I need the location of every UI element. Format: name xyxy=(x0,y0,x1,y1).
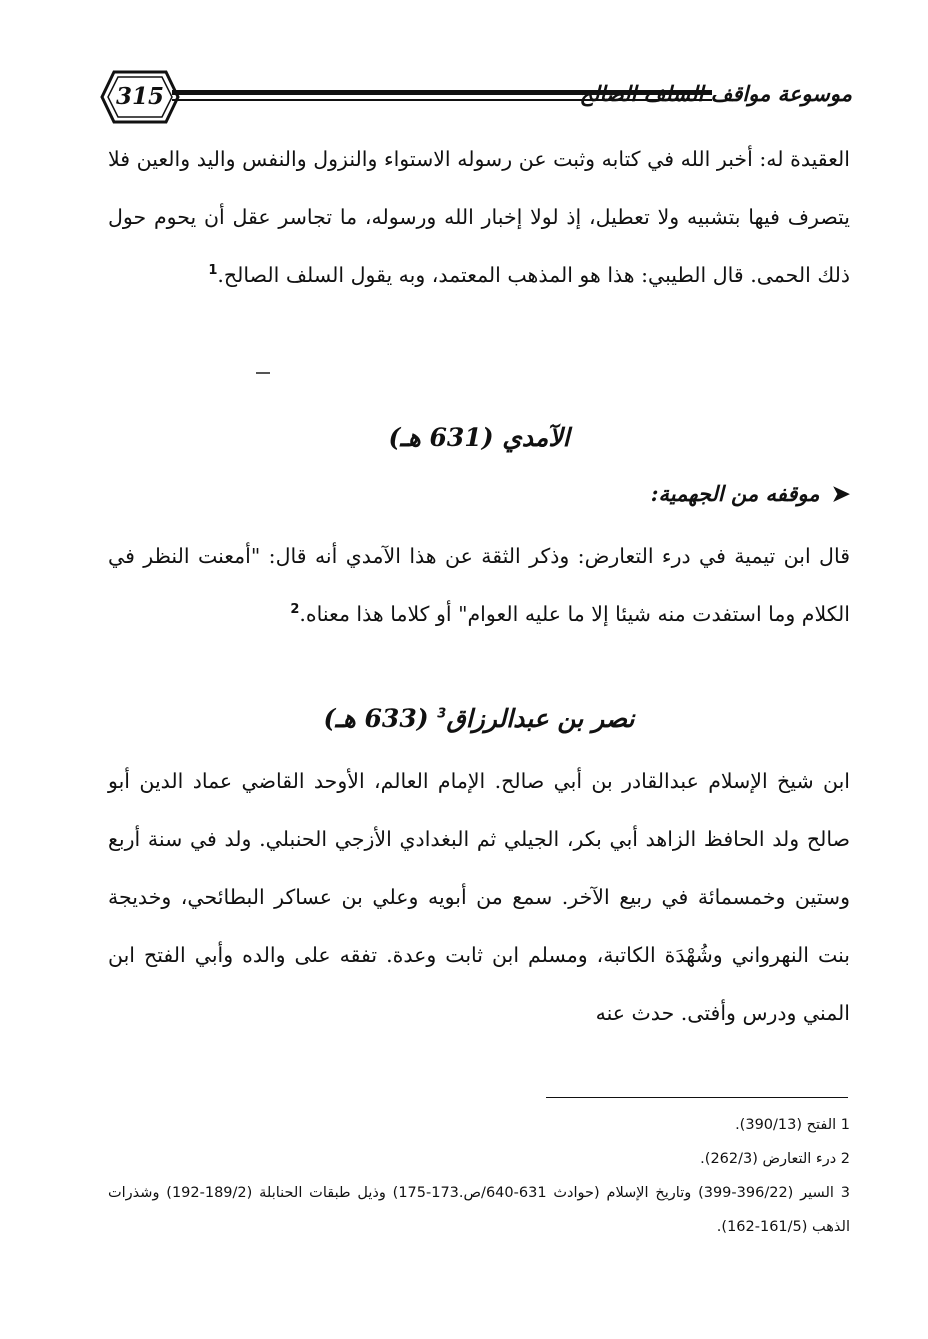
page-number: 315 xyxy=(115,83,164,110)
stray-mark xyxy=(256,372,270,374)
section-heading-amidi: الآمدي (631 هـ) xyxy=(388,423,570,452)
heading-date: (633 هـ) xyxy=(323,704,438,733)
series-title: موسوعة مواقف السلف الصالح xyxy=(579,81,852,106)
footnote-ref-1: 1 xyxy=(208,263,218,279)
footnotes xyxy=(108,1108,850,1244)
paragraph-1-text: العقيدة له: أخبر الله في كتابه وثبت عن رسوله الاستواء والنزول والنفس واليد والعين فلا يتصرف فيها بتشبيه ولا تعطيل، إذ لولا إخبار الله ورسوله، ما تجاسر عقل أن يحوم حول ذلك الحمى. قال الطيبي: هذا هو المذهب المعتمد، وبه يقول السلف الصالح. xyxy=(108,147,850,287)
subheading-text: موقفه من الجهمية: xyxy=(650,481,820,506)
footnote-2: 2 درء التعارض (262/3). xyxy=(700,1151,850,1167)
page-header xyxy=(100,64,852,130)
heading-name: نصر بن عبدالرزاق xyxy=(446,704,635,733)
footnote-3: 3 السير (396/22-399) وتاريخ الإسلام (حوادث 631-640/ص.173-175) وذيل طبقات الحنابلة (189/2-192) وشذرات الذهب (161/5-162). xyxy=(108,1185,850,1235)
paragraph-3: ابن شيخ الإسلام عبدالقادر بن أبي صالح. الإمام العالم، الأوحد القاضي عماد الدين أبو صالح ولد الحافظ الزاهد أبي بكر، الجيلي ثم البغدادي الأزجي الحنبلي. ولد في سنة أربع وستين وخمسمائة في ربيع الآخر. سمع من أبويه وعلي بن عساكر البطائحي، وخديجة بنت النهرواني وشُهْدَة الكاتبة، ومسلم ابن ثابت وعدة. تفقه على والده وأبي الفتح ابن المني ودرس وأفتى. حدث عنه xyxy=(108,769,850,1025)
section-heading-nasr xyxy=(108,697,850,741)
page-number-badge xyxy=(100,64,180,130)
arrowhead-icon: ➤ xyxy=(831,481,850,507)
footnote-1: 1 الفتح (390/13). xyxy=(735,1117,850,1133)
paragraph-1 xyxy=(108,130,850,304)
section-subheading xyxy=(651,476,850,512)
paragraph-2-text: قال ابن تيمية في درء التعارض: وذكر الثقة عن هذا الآمدي أنه قال: "أمعنت النظر في الكلام وما استفدت منه شيئا إلا ما عليه العوام" أو كلاما هذا معناه. xyxy=(108,544,850,626)
footnote-ref-2: 2 xyxy=(290,602,300,618)
footnote-divider xyxy=(546,1097,848,1098)
footnote-ref-3: 3 xyxy=(437,706,447,722)
paragraph-2 xyxy=(108,527,850,643)
